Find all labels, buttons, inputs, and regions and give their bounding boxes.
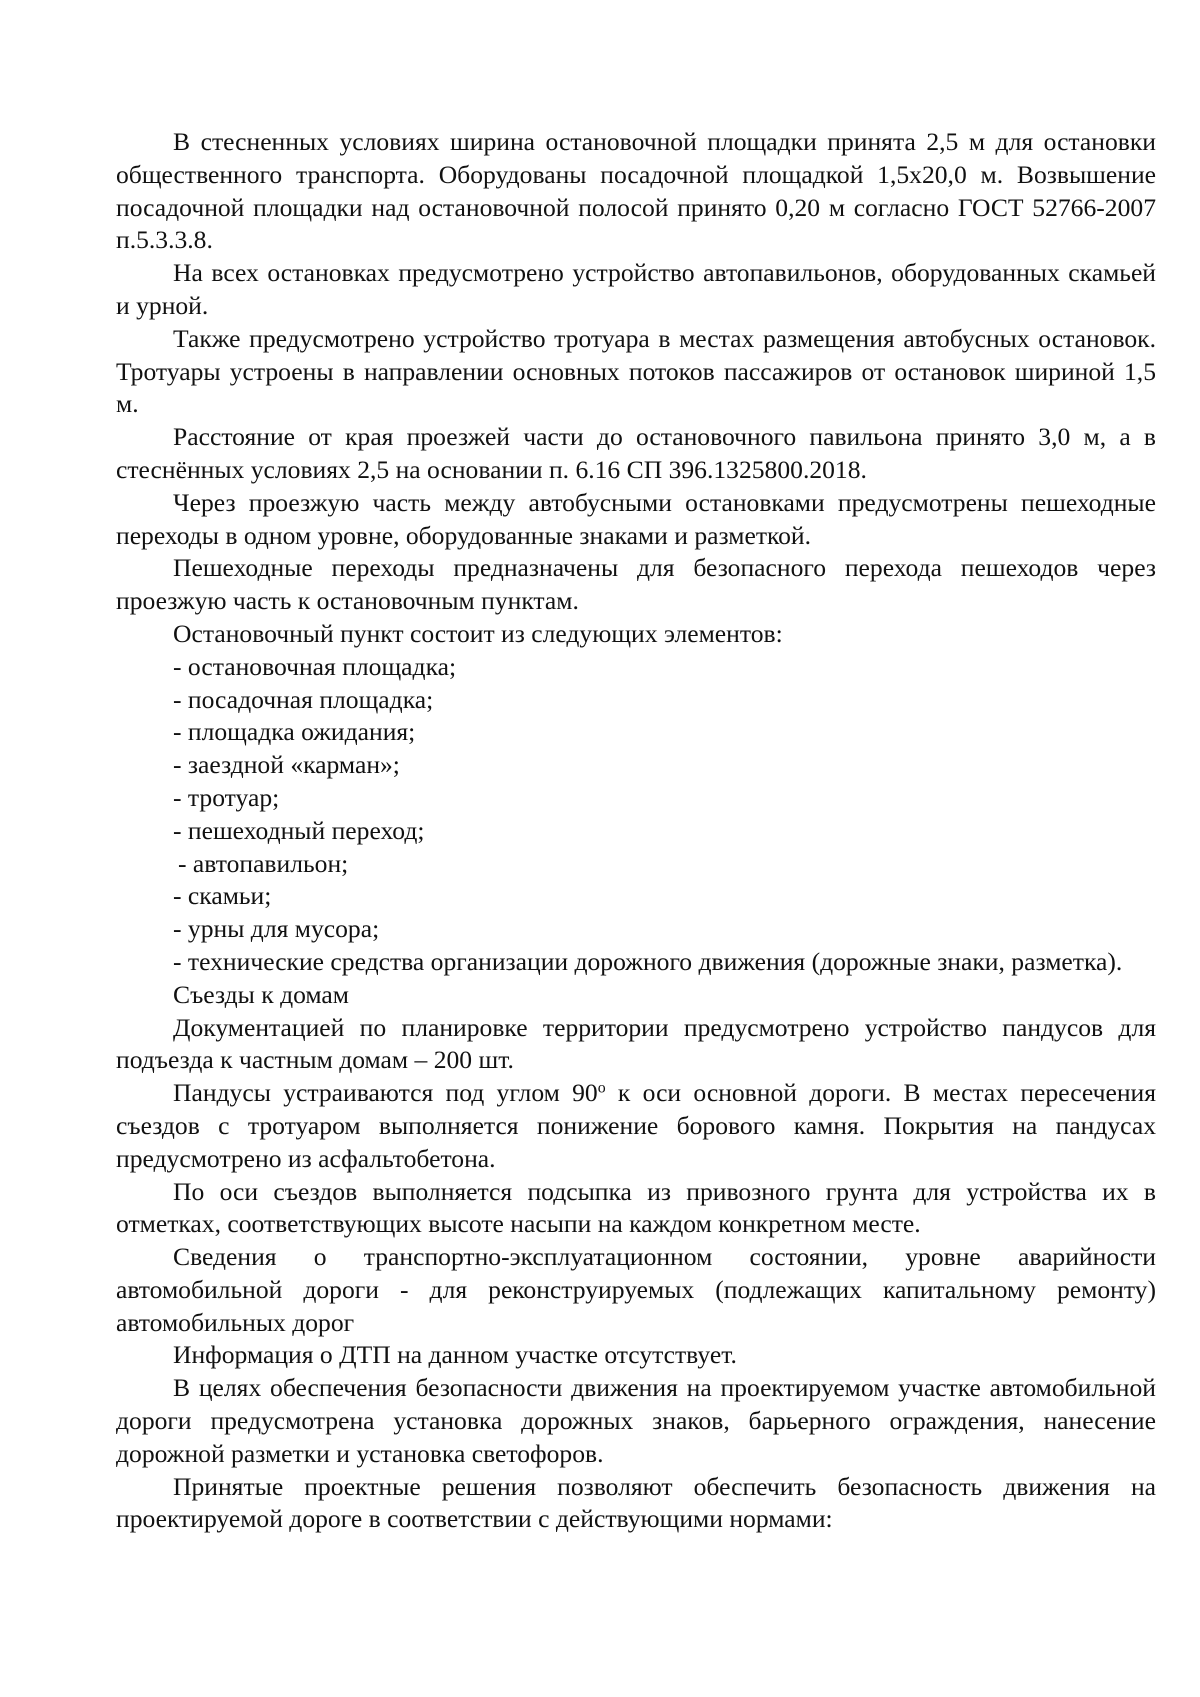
list-item: - автопавильон; bbox=[178, 848, 349, 878]
paragraph-pedestrian-crossings: Через проезжую часть между автобусными остановками предусмотрены пешеходные переходы в одном уровне, оборудованные знаками и разметкой. bbox=[116, 487, 1156, 550]
paragraph-no-accidents: Информация о ДТП на данном участке отсутствует. bbox=[173, 1340, 737, 1370]
stop-elements-list bbox=[116, 651, 1156, 979]
degree-superscript: о bbox=[597, 1079, 606, 1097]
list-item: - скамьи; bbox=[173, 881, 272, 911]
ramps-angle-text-end: к оси основной дороги. В местах пересечения съездов с тротуаром выполняется понижение борового камня. Покрытия на пандусах предусмотрено из асфальтобетона. bbox=[116, 1078, 1156, 1173]
paragraph-stop-elements-intro: Остановочный пункт состоит из следующих элементов: bbox=[173, 618, 783, 648]
paragraph-pavilion-distance: Расстояние от края проезжей части до остановочного павильона принято 3,0 м, а в стеснённых условиях 2,5 на основании п. 6.16 СП 396.1325800.2018. bbox=[116, 422, 1156, 484]
paragraph-accident-info-heading: Сведения о транспортно-эксплуатационном состоянии, уровне аварийности автомобильной дороги - для реконструируемых (подлежащих капитальному ремонту) автомобильных дорог bbox=[116, 1242, 1156, 1337]
list-item: - площадка ожидания; bbox=[173, 717, 416, 747]
list-item: - технические средства организации дорожного движения (дорожные знаки, разметка). bbox=[173, 946, 1123, 976]
paragraph-crossings-purpose: Пешеходные переходы предназначены для безопасного перехода пешеходов через проезжую часть к остановочным пунктам. bbox=[116, 553, 1156, 616]
document-page bbox=[116, 126, 1156, 1536]
list-item: - заездной «карман»; bbox=[173, 750, 400, 780]
paragraph-safety-measures: В целях обеспечения безопасности движения на проектируемом участке автомобильной дороги предусмотрена установка дорожных знаков, барьерного ограждения, нанесение дорожной разметки и установка светофоров. bbox=[116, 1373, 1156, 1468]
paragraph-ramps-count: Документацией по планировке территории предусмотрено устройство пандусов для подъезда к частным домам – 200 шт. bbox=[116, 1012, 1156, 1075]
paragraph-bus-stop-width: В стесненных условиях ширина остановочной площадки принята 2,5 м для остановки общественного транспорта. Оборудованы посадочной площадкой 1,5х20,0 м. Возвышение посадочной площадки над остановочной полосой принято 0,20 м согласно ГОСТ 52766-2007 п.5.3.3.8. bbox=[116, 127, 1156, 255]
section-heading-driveways: Съезды к домам bbox=[173, 979, 349, 1009]
paragraph-design-decisions: Принятые проектные решения позволяют обеспечить безопасность движения на проектируемой дороге в соответствии с действующими нормами: bbox=[116, 1471, 1156, 1534]
list-item: - пешеходный переход; bbox=[173, 815, 425, 845]
list-item: - урны для мусора; bbox=[173, 914, 380, 944]
paragraph-pavilions: На всех остановках предусмотрено устройство автопавильонов, оборудованных скамьей и урной. bbox=[116, 258, 1156, 320]
paragraph-fill-soil: По оси съездов выполняется подсыпка из привозного грунта для устройства их в отметках, соответствующих высоте насыпи на каждом конкретном месте. bbox=[116, 1176, 1156, 1239]
list-item: - посадочная площадка; bbox=[173, 684, 434, 714]
ramps-angle-text-start: Пандусы устраиваются под углом 90 bbox=[173, 1078, 598, 1108]
list-item: - остановочная площадка; bbox=[173, 651, 457, 681]
paragraph-ramps-angle bbox=[116, 1077, 1156, 1175]
paragraph-sidewalks: Также предусмотрено устройство тротуара в местах размещения автобусных остановок. Тротуары устроены в направлении основных потоков пассажиров от остановок шириной 1,5 м. bbox=[116, 323, 1156, 419]
list-item: - тротуар; bbox=[173, 782, 280, 812]
